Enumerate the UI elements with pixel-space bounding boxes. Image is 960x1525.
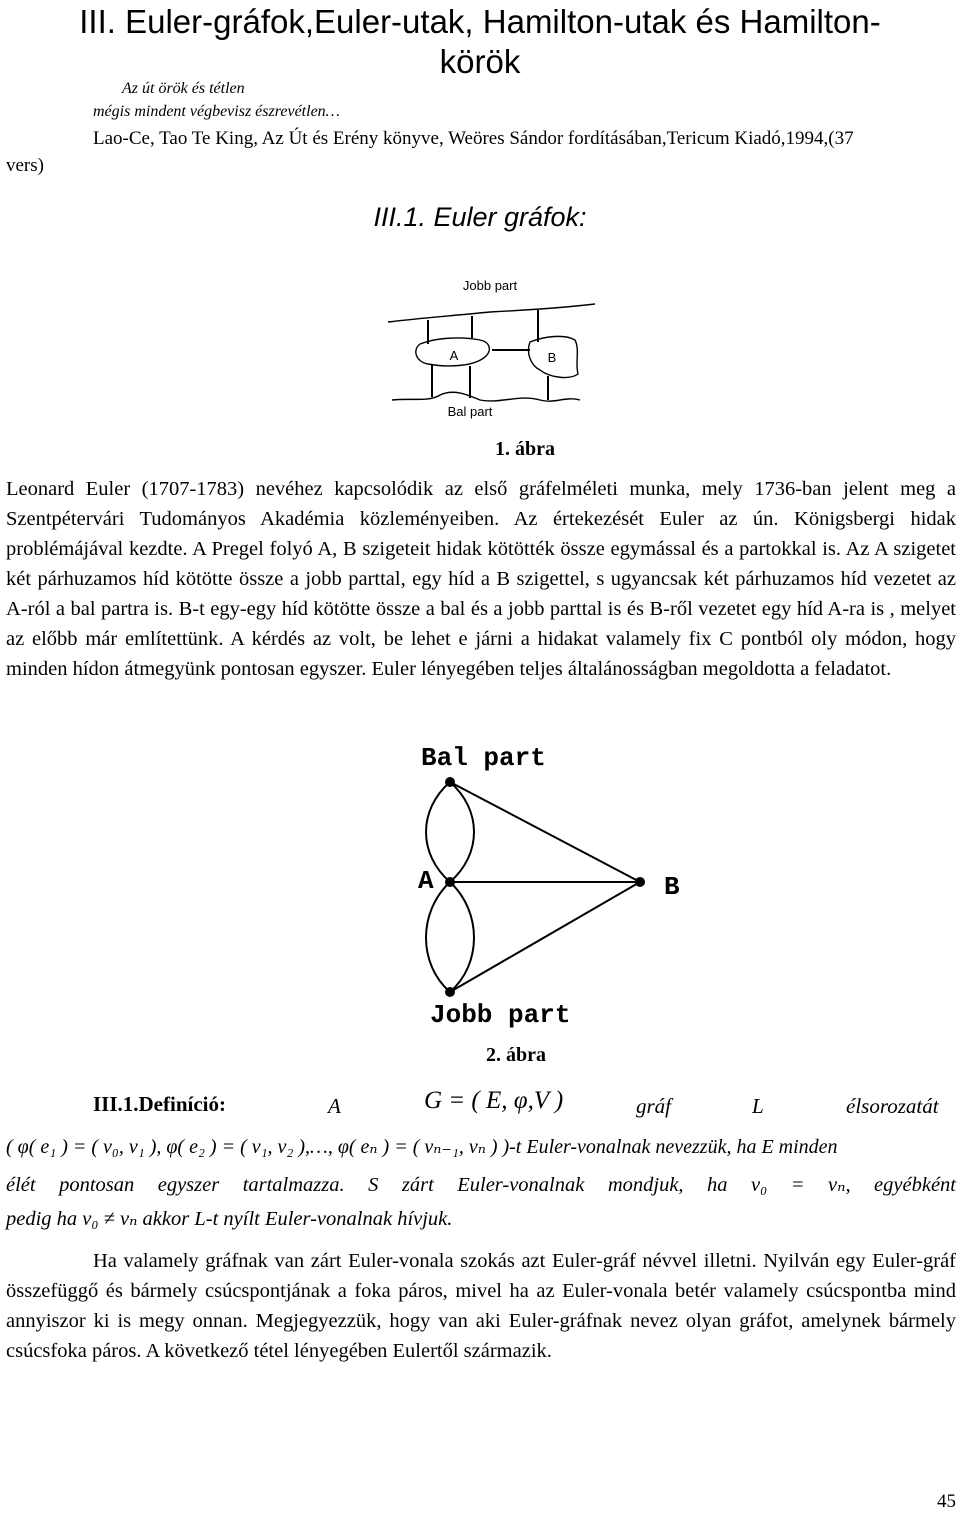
title-line-2: körök bbox=[439, 43, 521, 80]
edge-bal-part-b bbox=[450, 782, 640, 882]
figure-1-label-b: B bbox=[547, 350, 557, 365]
page-title bbox=[0, 2, 960, 82]
vertex-b bbox=[635, 877, 645, 887]
definition-label: III.1.Definíció: bbox=[93, 1092, 226, 1116]
figure-2-label-bottom: Jobb part bbox=[430, 1000, 571, 1030]
definition-word-elsorozatat: élsorozatát bbox=[846, 1094, 939, 1118]
definition-word-graf: gráf bbox=[636, 1094, 672, 1118]
figure-2-label-top: Bal part bbox=[421, 743, 546, 773]
figure-1-label-bottom: Bal part bbox=[447, 404, 493, 419]
paragraph-1: Leonard Euler (1707-1783) nevéhez kapcsolódik az első gráfelméleti munka, mely 1736-ban jelent meg a Szentpétervári Tudományos Akadémia közleményeiben. Az értekezését Euler az ún. Königsbergi hidak problémájával kezdte. A Pregel folyó A, B szigeteit hidak kötötték össze egymással és a partokkal is. Az A szigetet két párhuzamos híd kötötte össze a jobb parttal, egy híd a B szigettel, s ugyancsak két párhuzamos híd vezetet az A-ról a bal partra is. B-t egy-egy híd kötötte össze a bal és a jobb parttal is és B-ről vezetet egy híd A-ra is , melyet az előbb már említettünk. A kérdés az volt, be lehet e járni a hidakat valamely fix C pontból oly módon, hogy minden hídon átmegyünk pontosan egyszer. Euler lényegében teljes általánosságban megoldotta a feladatot. bbox=[6, 478, 956, 680]
bottom-river-bank bbox=[392, 392, 580, 401]
vertex-bal-part bbox=[445, 777, 455, 787]
definition-line-4: pedig ha v₀ ≠ vₙ akkor L-t nyílt Euler-vonalnak hívjuk. bbox=[6, 1208, 453, 1230]
section-title: III.1. Euler gráfok: bbox=[373, 202, 587, 232]
edge-a-bal-part-2 bbox=[450, 782, 474, 882]
motto-line-1: Az út örök és tétlen bbox=[122, 80, 245, 97]
figure-2-graph bbox=[400, 770, 680, 1010]
figure-1-label-a: A bbox=[449, 348, 459, 363]
definition-line-3: élét pontosan egyszer tartalmazza. S zárt Euler-vonalnak mondjuk, ha v₀ = vₙ, egyébként bbox=[6, 1174, 956, 1196]
top-river-bank bbox=[388, 304, 595, 322]
edge-jobb-part-b bbox=[450, 882, 640, 992]
definition-word-l: L bbox=[752, 1094, 764, 1118]
vertex-jobb-part bbox=[445, 987, 455, 997]
figure-1-caption: 1. ábra bbox=[495, 438, 555, 460]
definition-graph-expression: G = ( E, φ,V ) bbox=[424, 1087, 564, 1114]
figure-1-bridges-sketch bbox=[380, 270, 600, 430]
paragraph-2: Ha valamely gráfnak van zárt Euler-vonala szokás azt Euler-gráf névvel illetni. Nyilván egy Euler-gráf összefüggő és bármely csúcspontjának a foka páros, mivel ha az Euler-vonala betér valamely csúcspontba mind annyiszor ki is megy onnan. Megjegyezzük, hogy van aki Euler-gráfnak nevez olyan gráfot, amelynek bármely csúcsfoka páros. A következő tétel lényegében Eulertől származik. bbox=[6, 1250, 956, 1362]
edge-a-jobb-part-2 bbox=[450, 882, 474, 992]
figure-1-label-top: Jobb part bbox=[462, 278, 518, 293]
motto-source: Lao-Ce, Tao Te King, Az Út és Erény könyve, Weöres Sándor fordításában,Tericum Kiadó,1994,(37 bbox=[93, 128, 854, 149]
figure-2-label-b: B bbox=[664, 872, 680, 902]
figure-2-caption: 2. ábra bbox=[486, 1044, 546, 1066]
figure-2-label-a: A bbox=[418, 866, 434, 896]
definition-sequence: ( φ( e₁ ) = ( v₀, v₁ ), φ( e₂ ) = ( v₁, v₂ ),…, φ( eₙ ) = ( vₙ₋₁, vₙ ) )-t Euler-vonalnak nevezzük, ha E minden bbox=[6, 1136, 838, 1158]
vertex-a bbox=[445, 877, 455, 887]
definition-word-a: A bbox=[328, 1094, 341, 1118]
motto-source-continued: vers) bbox=[6, 155, 44, 176]
page-number: 45 bbox=[937, 1491, 956, 1512]
motto-line-2: mégis mindent végbevisz észrevétlen… bbox=[93, 103, 340, 120]
edge-a-jobb-part-1 bbox=[426, 882, 450, 992]
title-line-1: III. Euler-gráfok,Euler-utak, Hamilton-utak és Hamilton- bbox=[79, 3, 881, 40]
